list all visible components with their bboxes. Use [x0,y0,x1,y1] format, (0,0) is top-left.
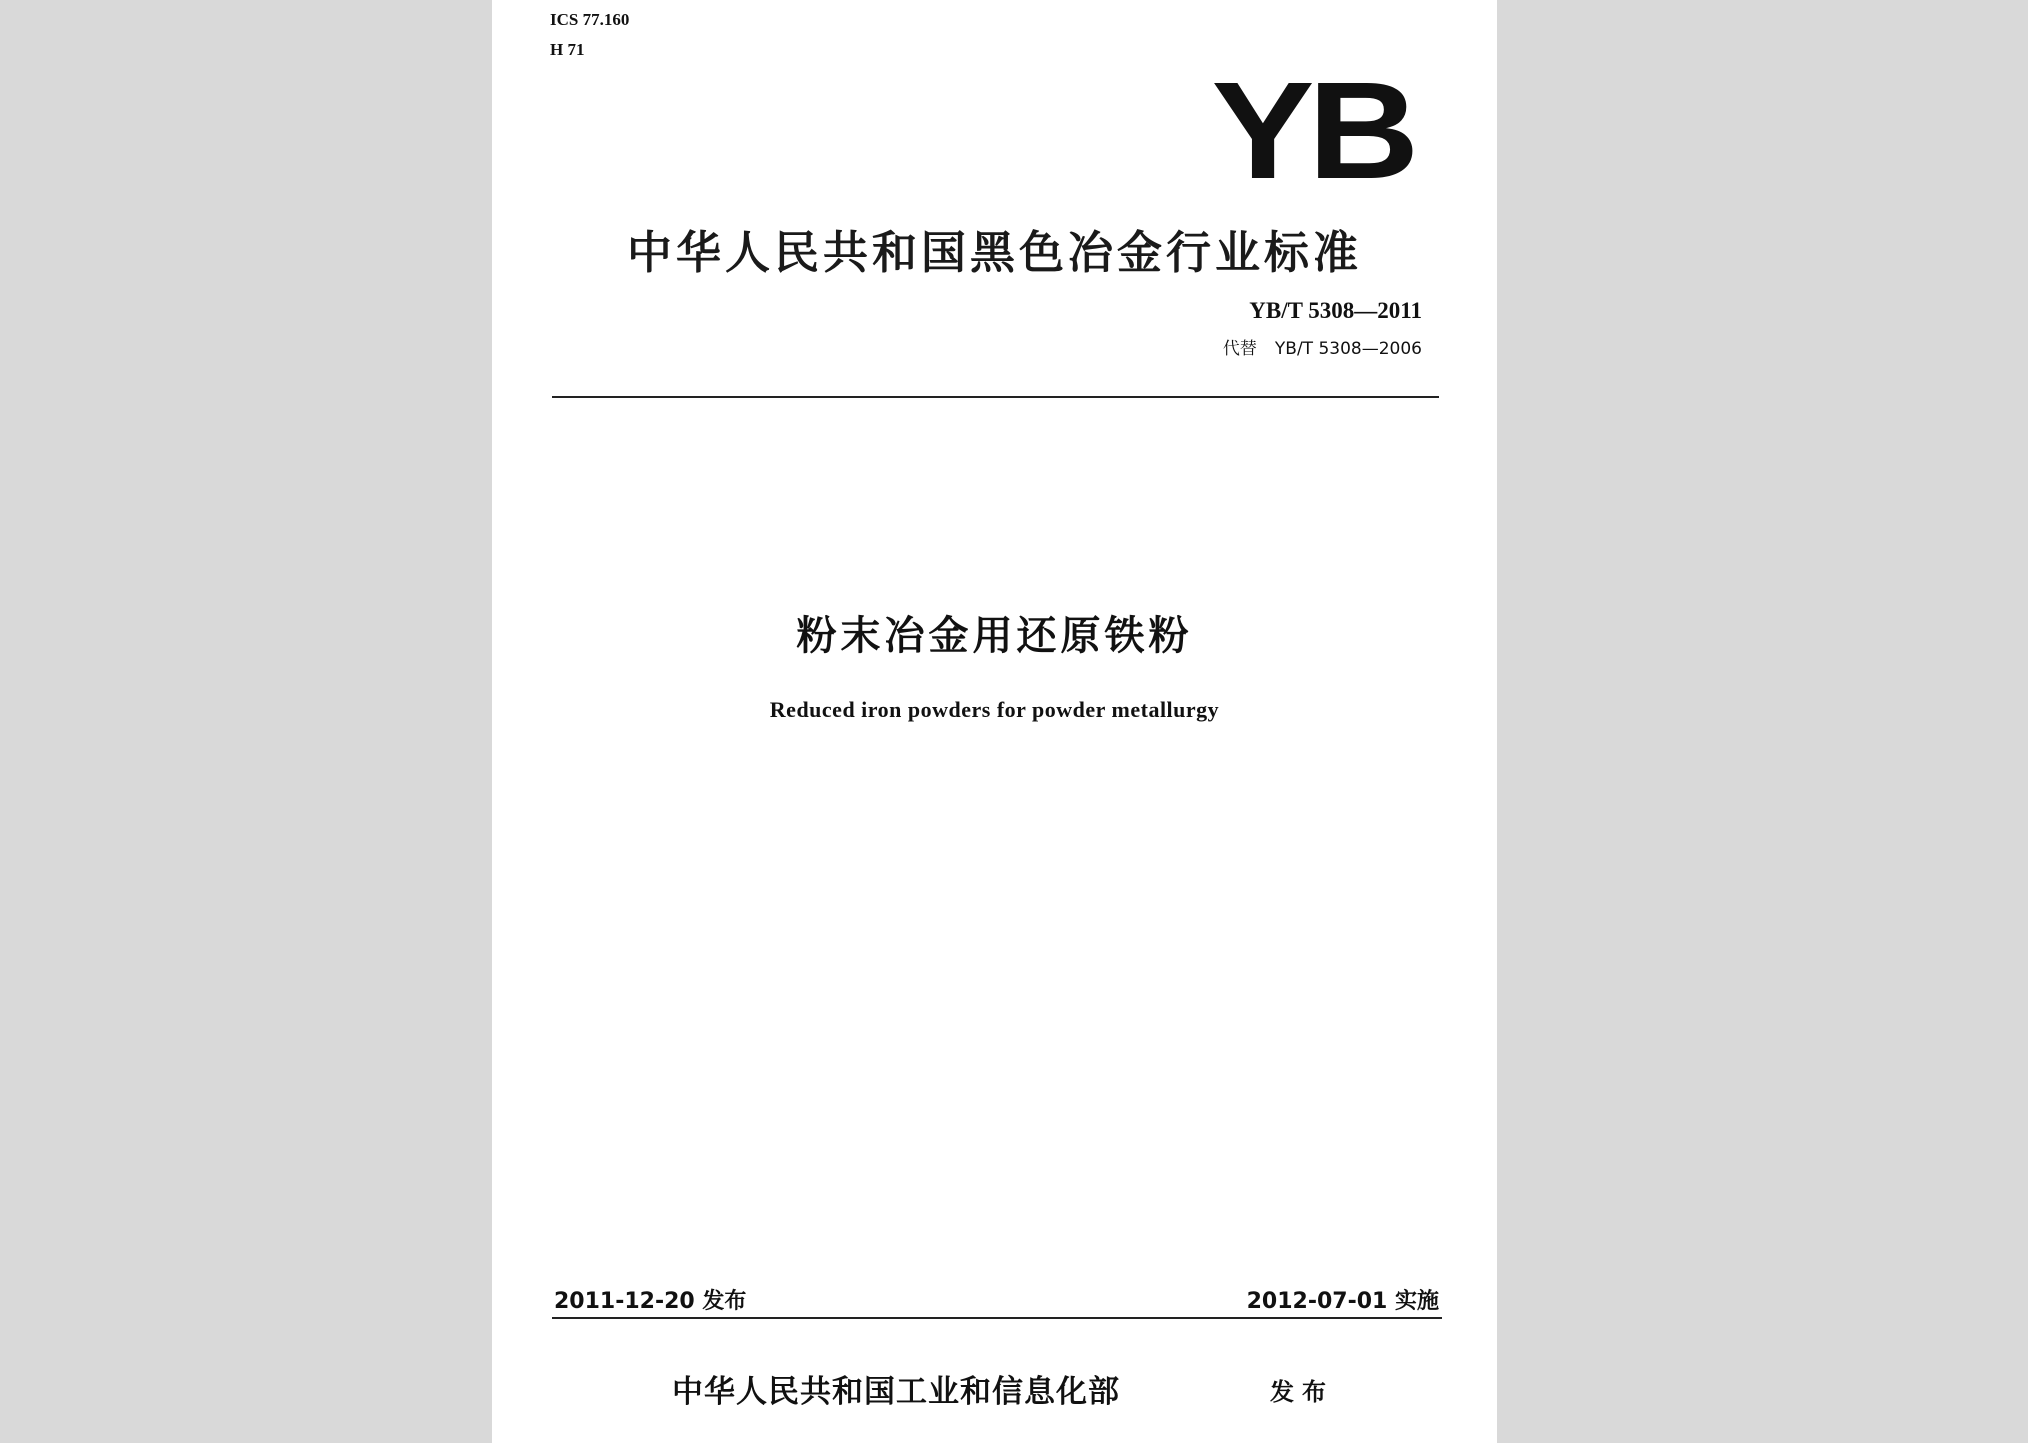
header-divider [552,396,1439,398]
ics-code: ICS 77.160 [550,10,630,29]
footer-divider [552,1317,1442,1319]
standard-category-title: 中华人民共和国黑色冶金行业标准 [626,226,1362,279]
replaces-label: 代替 [1222,339,1257,359]
issue-date: 2011-12-20 发布 [554,1289,747,1314]
ccs-code: H 71 [550,40,585,59]
replaces-line [1223,334,1422,359]
publish-label: 发布 [1270,1378,1334,1406]
document-title-en: Reduced iron powders for powder metallurgy [769,697,1220,722]
document-title-cn: 粉末冶金用还原铁粉 [796,613,1193,659]
replaces-number: YB/T 5308—2006 [1274,339,1422,359]
publisher-name: 中华人民共和国工业和信息化部 [672,1374,1120,1410]
implementation-date: 2012-07-01 实施 [1246,1289,1439,1314]
yb-logo: YB [1211,54,1413,208]
document-page [492,0,1497,1443]
standard-number: YB/T 5308—2011 [1249,298,1422,323]
